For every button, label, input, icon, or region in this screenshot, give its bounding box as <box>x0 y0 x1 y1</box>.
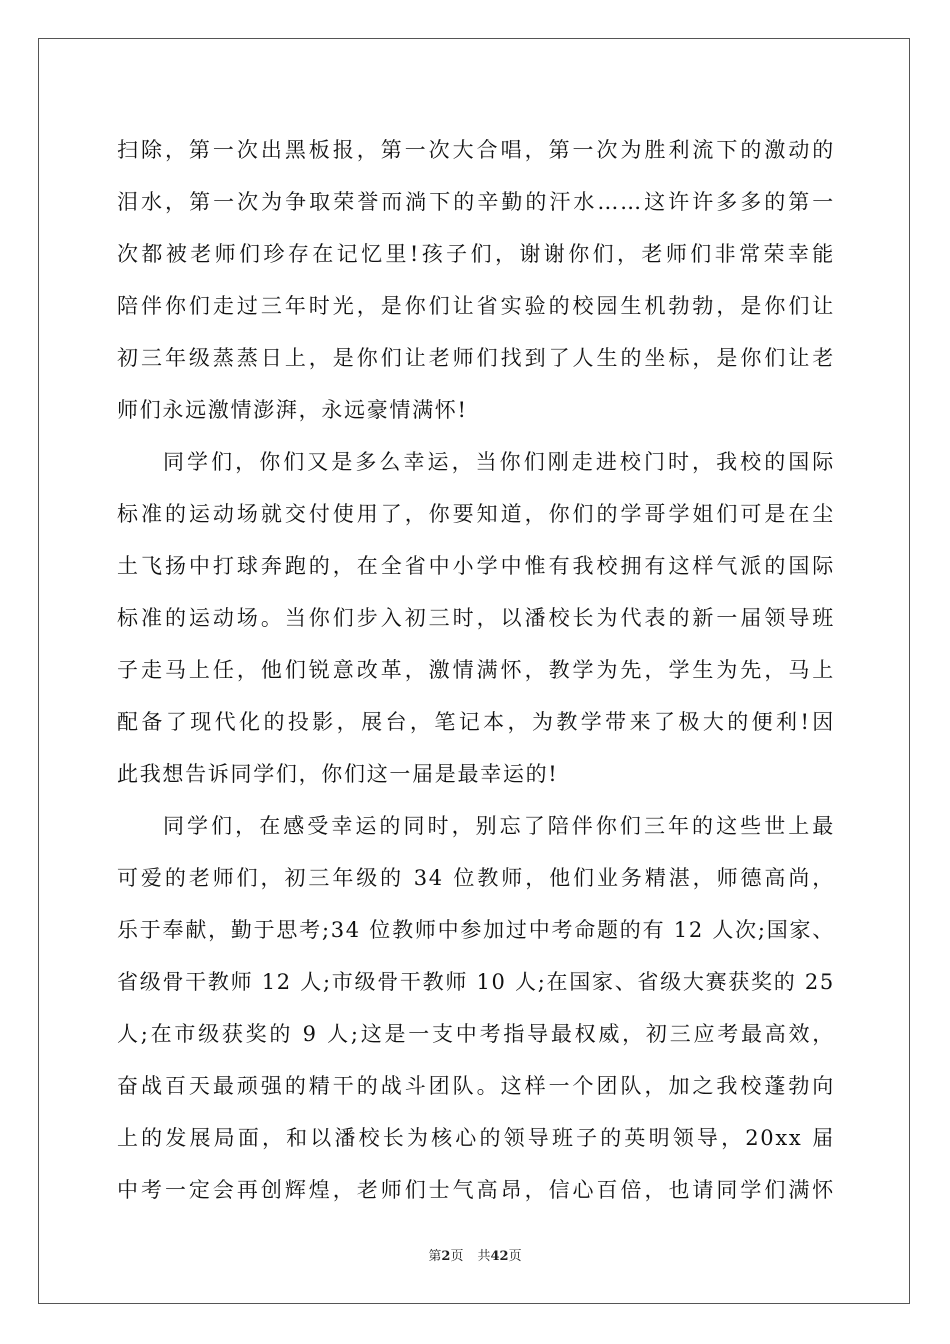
text-line: 标准的运动场就交付使用了，你要知道，你们的学哥学姐们可是在尘 <box>117 502 835 526</box>
text-line: 配备了现代化的投影，展台，笔记本，为教学带来了极大的便利!因 <box>117 710 835 734</box>
text-line: 标准的运动场。当你们步入初三时，以潘校长为代表的新一届领导班 <box>117 606 835 630</box>
text-line: 同学们，你们又是多么幸运，当你们刚走进校门时，我校的国际 <box>163 450 835 474</box>
text-line: 省级骨干教师 12 人;市级骨干教师 10 人;在国家、省级大赛获奖的 25 <box>117 970 835 994</box>
text-line: 次都被老师们珍存在记忆里!孩子们，谢谢你们，老师们非常荣幸能 <box>117 242 835 266</box>
text-line: 师们永远激情澎湃，永远豪情满怀! <box>117 398 468 422</box>
page-prefix: 第 <box>428 1249 442 1264</box>
text-line: 扫除，第一次出黑板报，第一次大合唱，第一次为胜利流下的激动的 <box>117 138 835 162</box>
document-body <box>117 128 835 1220</box>
total-suffix: 页 <box>508 1249 522 1264</box>
text-line: 可爱的老师们，初三年级的 34 位教师，他们业务精湛，师德高尚， <box>117 866 835 890</box>
text-line: 此我想告诉同学们，你们这一届是最幸运的! <box>117 762 559 786</box>
page-footer <box>0 1245 950 1264</box>
text-line: 上的发展局面，和以潘校长为核心的领导班子的英明领导，20xx 届 <box>117 1126 835 1150</box>
text-line: 中考一定会再创辉煌，老师们士气高昂，信心百倍，也请同学们满怀 <box>117 1178 835 1202</box>
text-line: 初三年级蒸蒸日上，是你们让老师们找到了人生的坐标，是你们让老 <box>117 346 835 370</box>
text-line: 泪水，第一次为争取荣誉而淌下的辛勤的汗水……这许许多多的第一 <box>117 190 835 214</box>
text-line: 子走马上任，他们锐意改革，激情满怀，教学为先，学生为先，马上 <box>117 658 835 682</box>
text-line: 乐于奉献，勤于思考;34 位教师中参加过中考命题的有 12 人次;国家、 <box>117 918 835 942</box>
text-line: 陪伴你们走过三年时光，是你们让省实验的校园生机勃勃，是你们让 <box>117 294 835 318</box>
text-line: 人;在市级获奖的 9 人;这是一支中考指导最权威，初三应考最高效， <box>117 1022 835 1046</box>
total-pages: 42 <box>490 1249 509 1264</box>
page-suffix: 页 <box>450 1249 464 1264</box>
text-line: 奋战百天最顽强的精干的战斗团队。这样一个团队，加之我校蓬勃向 <box>117 1074 835 1098</box>
text-line: 同学们，在感受幸运的同时，别忘了陪伴你们三年的这些世上最 <box>163 814 835 838</box>
page-number: 2 <box>441 1249 451 1264</box>
total-prefix: 共 <box>477 1249 491 1264</box>
text-line: 土飞扬中打球奔跑的，在全省中小学中惟有我校拥有这样气派的国际 <box>117 554 835 578</box>
